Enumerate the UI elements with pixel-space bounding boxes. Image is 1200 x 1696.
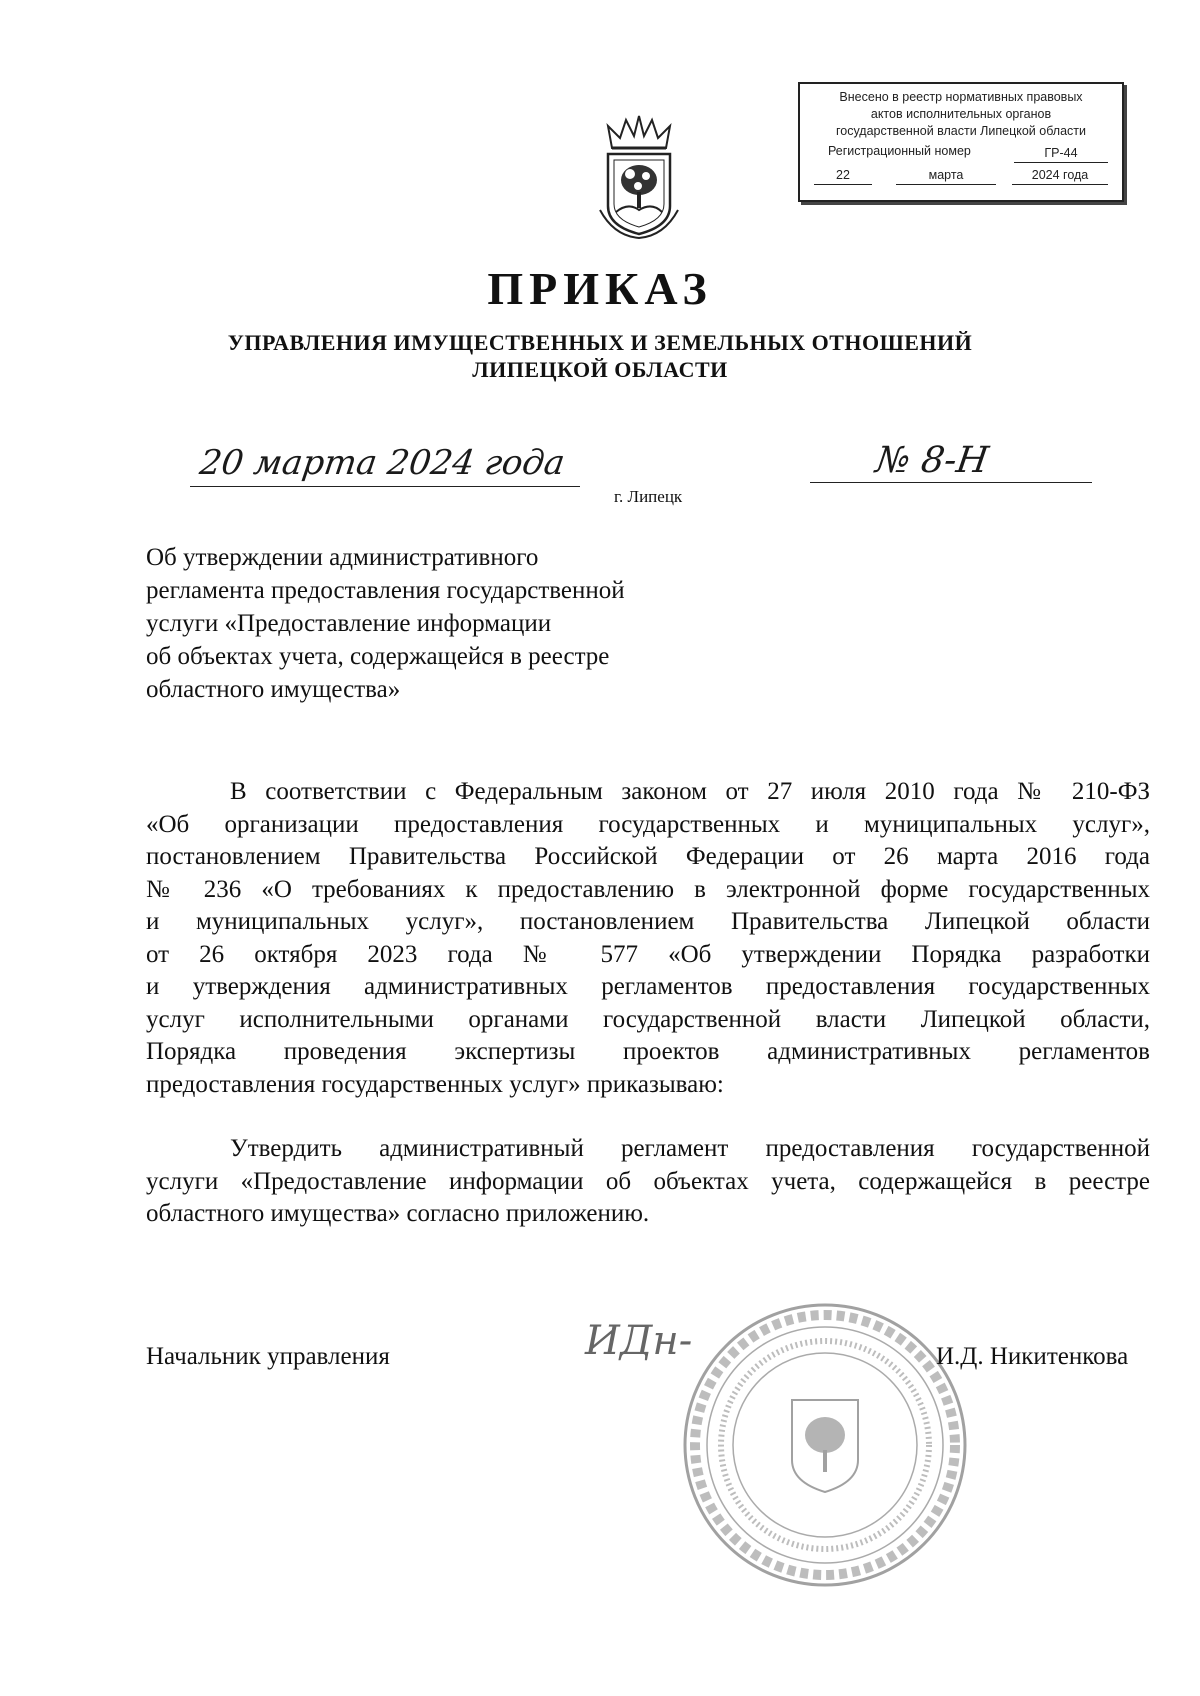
subject-line: регламента предоставления государственной: [146, 577, 625, 604]
registry-year: 2024 года: [1012, 166, 1108, 185]
city-label: г. Липецк: [614, 487, 683, 506]
registry-stamp: [798, 82, 1124, 202]
signer-title: Начальник управления: [146, 1343, 390, 1370]
subject-line: областного имущества»: [146, 676, 401, 703]
registry-day: 22: [814, 166, 872, 185]
paragraph-line: и утверждения административных регламентов предоставления государственных: [146, 973, 1150, 1000]
registry-number: ГР-44: [1014, 144, 1108, 163]
paragraph-line: «Об организации предоставления государственных и муниципальных услуг»,: [146, 810, 1150, 838]
paragraph-line: Утвердить административный регламент предоставления государственной: [230, 1135, 1150, 1162]
registry-line-1: Внесено в реестр нормативных правовых: [839, 90, 1083, 104]
document-title: ПРИКАЗ: [487, 263, 713, 314]
order-paragraph: [146, 1133, 1150, 1231]
organization-line-2: ЛИПЕЦКОЙ ОБЛАСТИ: [472, 357, 728, 382]
paragraph-line: постановлением Правительства Российской Федерации от 26 марта 2016 года: [146, 843, 1150, 870]
paragraph-line: Порядка проведения экспертизы проектов административных регламентов: [146, 1038, 1150, 1065]
handwritten-date: 20 марта 2024 года: [197, 443, 568, 483]
paragraph-line: от 26 октября 2023 года № 577 «Об утверждении Порядка разработки: [146, 940, 1150, 968]
paragraph-line: услуг исполнительными органами государственной власти Липецкой области,: [146, 1005, 1150, 1033]
paragraph-line: В соответствии с Федеральным законом от 27 июля 2010 года № 210-ФЗ: [230, 778, 1150, 805]
coat-of-arms-emblem: [594, 114, 684, 240]
signer-name: И.Д. Никитенкова: [936, 1343, 1129, 1370]
preamble-paragraph: [146, 776, 1150, 1101]
subject-line: Об утверждении административного: [146, 544, 539, 571]
registry-line-2: актов исполнительных органов: [870, 107, 1052, 121]
registry-number-label: Регистрационный номер: [828, 144, 971, 158]
paragraph-line: и муниципальных услуг», постановлением Правительства Липецкой области: [146, 908, 1150, 935]
number-underline: [810, 482, 1092, 483]
handwritten-number: № 8-Н: [873, 440, 991, 481]
subject-line: услуги «Предоставление информации: [146, 610, 552, 637]
date-underline: [190, 486, 580, 487]
registry-line-3: государственной власти Липецкой области: [835, 124, 1087, 138]
organization-line-1: УПРАВЛЕНИЯ ИМУЩЕСТВЕННЫХ И ЗЕМЕЛЬНЫХ ОТНОШЕНИЙ: [227, 330, 973, 355]
registry-month: марта: [896, 166, 996, 185]
paragraph-line: предоставления государственных услуг» приказываю:: [146, 1070, 724, 1098]
official-seal: [680, 1300, 970, 1590]
paragraph-line: № 236 «О требованиях к предоставлению в электронной форме государственных: [146, 875, 1150, 903]
paragraph-line: областного имущества» согласно приложению.: [146, 1200, 650, 1227]
handwritten-signature: ИДн-: [585, 1318, 693, 1364]
paragraph-line: услуги «Предоставление информации об объектах учета, содержащейся в реестре: [146, 1167, 1150, 1195]
subject-line: об объектах учета, содержащейся в реестре: [146, 643, 610, 670]
